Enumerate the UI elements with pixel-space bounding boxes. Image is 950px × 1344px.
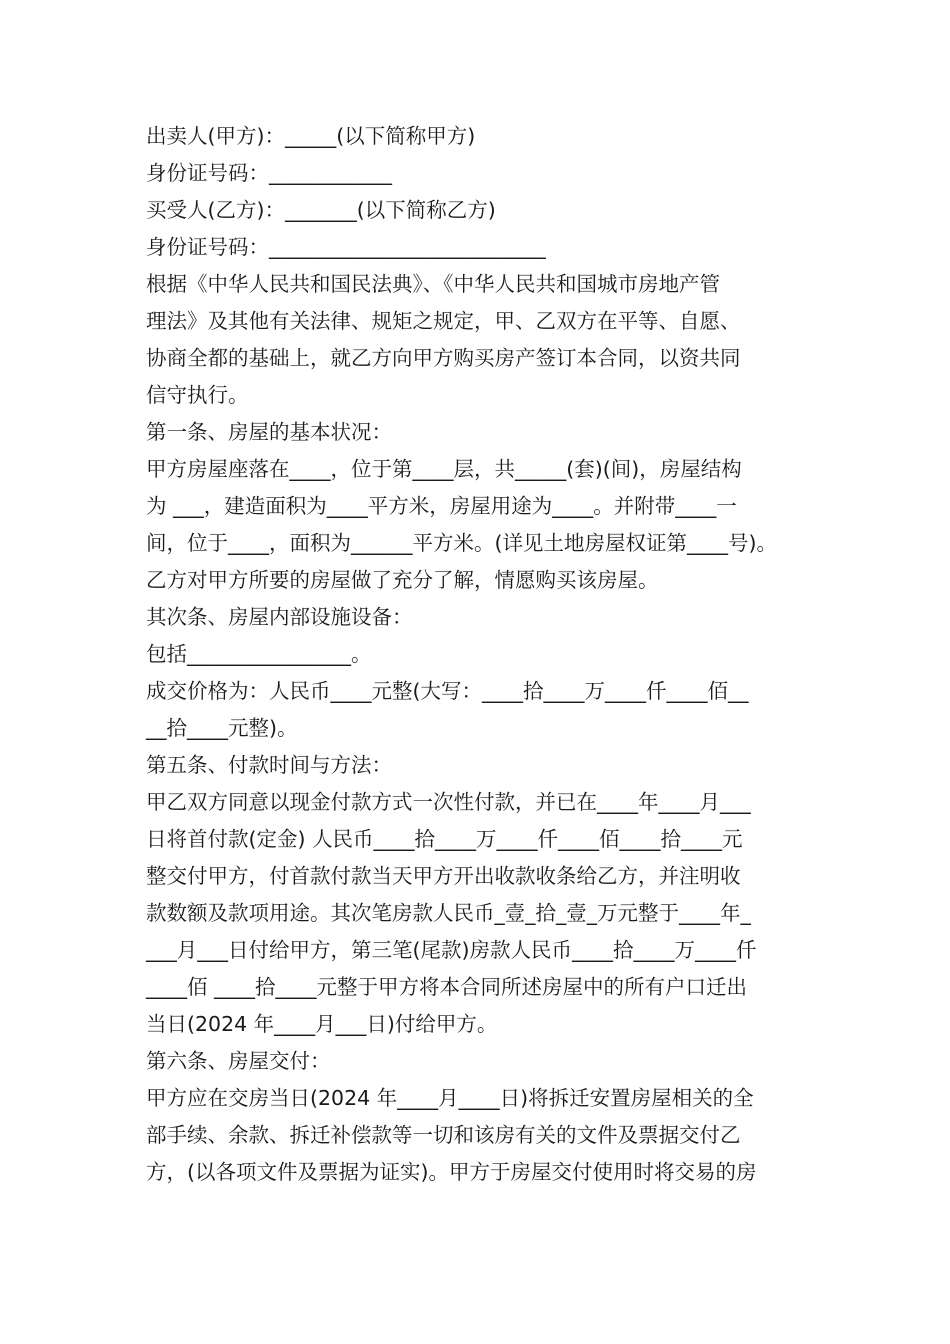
price-text: __拾____元整)。 [146,716,298,740]
contract-body [146,118,816,1191]
article-5-text: 甲乙双方同意以现金付款方式一次性付款，并已在____年____月___ [146,790,751,814]
article-5-text: 款数额及款项用途。其次笔房款人民币_壹_拾_壹_万元整于____年_ [146,901,751,925]
preamble-line: 根据《中华人民共和国民法典》、《中华人民共和国城市房地产管 [146,272,720,296]
price-text: 成交价格为：人民币____元整(大写：____拾____万____仟____佰__ [146,679,749,703]
seller-id-line: 身份证号码：____________ [146,161,392,185]
buyer-line: 买受人(乙方)：_______(以下简称乙方) [146,198,496,222]
article-5-text: ___月___日付给甲方，第三笔(尾款)房款人民币____拾____万____仟 [146,938,757,962]
article-5-text: ____佰 ____拾____元整于甲方将本合同所述房屋中的所有户口迁出 [146,975,748,999]
article-2-heading: 其次条、房屋内部设施设备： [146,605,413,629]
article-6-text: 部手续、余款、拆迁补偿款等一切和该房有关的文件及票据交付乙 [146,1123,741,1147]
article-1-text: 乙方对甲方所要的房屋做了充分了解，情愿购买该房屋。 [146,568,659,592]
article-1-heading: 第一条、房屋的基本状况： [146,420,392,444]
buyer-id-line: 身份证号码：___________________________ [146,235,546,259]
article-5-text: 当日(2024 年____月___日)付给甲方。 [146,1012,498,1036]
article-1-text: 间，位于____，面积为______平方米。(详见土地房屋权证第____号)。 [146,531,777,555]
article-1-text: 甲方房屋座落在____，位于第____层，共_____(套)(间)，房屋结构 [146,457,742,481]
article-6-heading: 第六条、房屋交付： [146,1049,331,1073]
article-5-text: 日将首付款(定金) 人民币____拾____万____仟____佰____拾____元 [146,827,743,851]
article-5-text: 整交付甲方，付首款付款当天甲方开出收款收条给乙方，并注明收 [146,864,741,888]
article-1-text: 为 ___，建造面积为____平方米，房屋用途为____。并附带____一 [146,494,737,518]
seller-line: 出卖人(甲方)：_____(以下简称甲方) [146,124,476,148]
preamble-line: 信守执行。 [146,383,249,407]
preamble-line: 协商全都的基础上，就乙方向甲方购买房产签订本合同，以资共同 [146,346,741,370]
preamble-line: 理法》及其他有关法律、规矩之规定，甲、乙双方在平等、自愿、 [146,309,741,333]
article-6-text: 方，(以各项文件及票据为证实)。甲方于房屋交付使用时将交易的房 [146,1160,757,1184]
article-6-text: 甲方应在交房当日(2024 年____月____日)将拆迁安置房屋相关的全 [146,1086,754,1110]
article-5-heading: 第五条、付款时间与方法： [146,753,392,777]
article-2-text: 包括________________。 [146,642,372,666]
